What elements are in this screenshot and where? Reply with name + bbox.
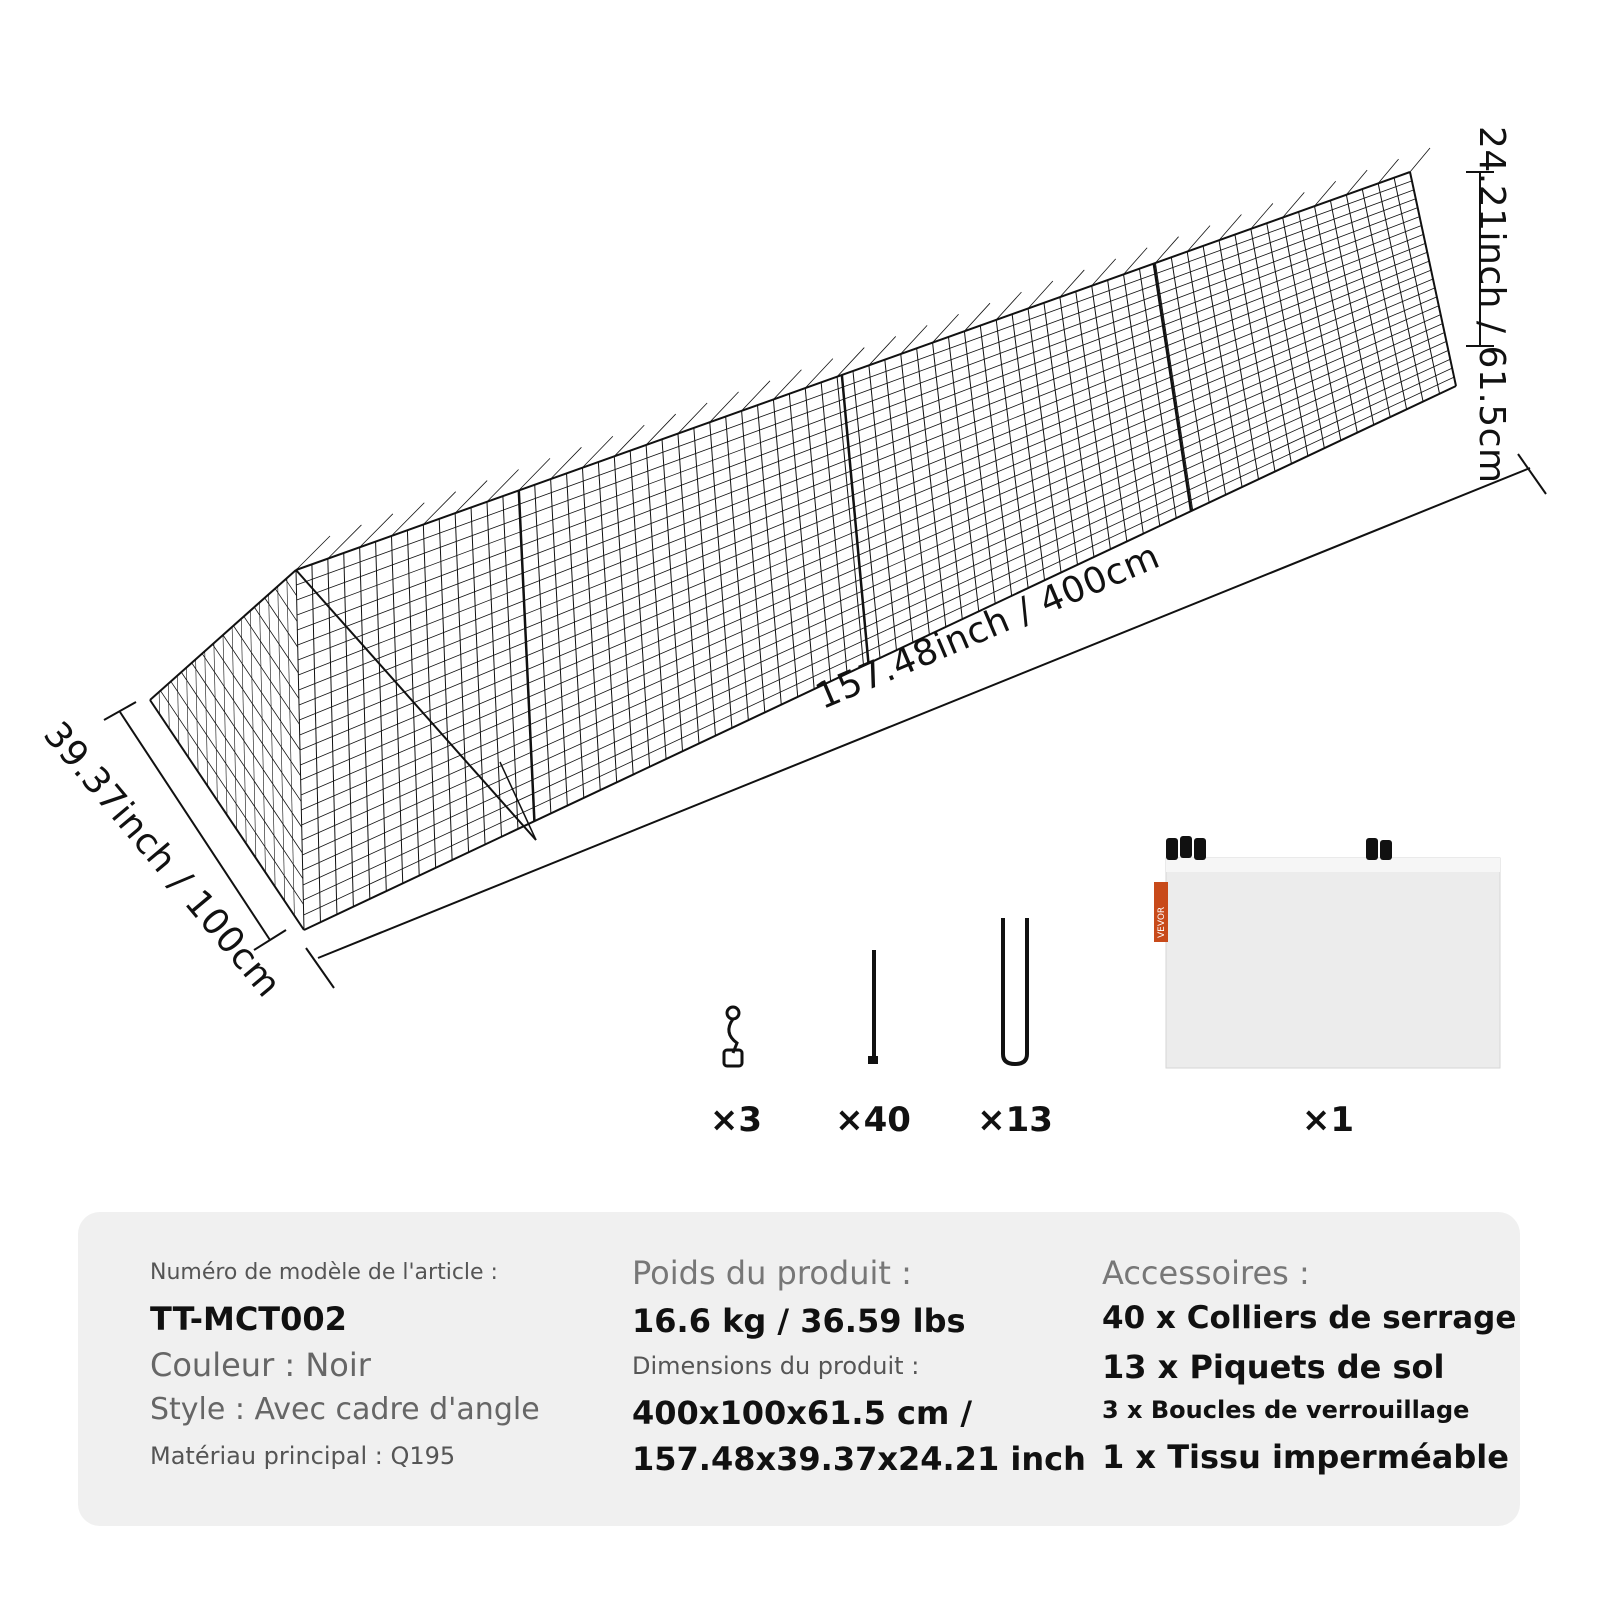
cable-tie-count: ×40 [835,1100,911,1140]
accessory-item-ties: 40 x Colliers de serrage [1102,1300,1517,1336]
length-dimension-label: 157.48inch / 400cm [810,535,1166,718]
height-dimension-label: 24.21inch / 61.5cm [1471,126,1512,484]
snap-hook-icon [724,1007,742,1066]
cage-drawing [150,148,1456,930]
accessory-item-locks: 3 x Boucles de verrouillage [1102,1396,1470,1424]
color-line: Couleur : Noir [150,1346,371,1384]
accessory-item-stakes: 13 x Piquets de sol [1102,1348,1445,1386]
accessory-item-cover: 1 x Tissu imperméable [1102,1438,1509,1476]
cable-tie-icon [868,950,878,1064]
weight-label: Poids du produit : [632,1254,912,1292]
width-dimension-label: 39.37inch / 100cm [35,714,289,1006]
material-line: Matériau principal : Q195 [150,1442,456,1470]
accessories-label: Accessoires : [1102,1254,1310,1292]
weight-value: 16.6 kg / 36.59 lbs [632,1302,966,1340]
model-label: Numéro de modèle de l'article : [150,1260,498,1285]
spec-panel [78,1212,1520,1526]
ground-stake-icon [1003,918,1027,1064]
brand-tag-text: VEVOR [1157,906,1167,938]
dims-label: Dimensions du produit : [632,1352,920,1380]
ground-stake-count: ×13 [977,1100,1053,1140]
model-value: TT-MCT002 [150,1300,347,1338]
dims-value-imperial: 157.48x39.37x24.21 inch [632,1440,1086,1478]
snap-hook-count: ×3 [709,1100,763,1140]
style-line: Style : Avec cadre d'angle [150,1392,540,1427]
cover-count: ×1 [1301,1100,1355,1140]
cover-bag-icon [1154,836,1500,1068]
dims-value-metric: 400x100x61.5 cm / [632,1394,973,1432]
